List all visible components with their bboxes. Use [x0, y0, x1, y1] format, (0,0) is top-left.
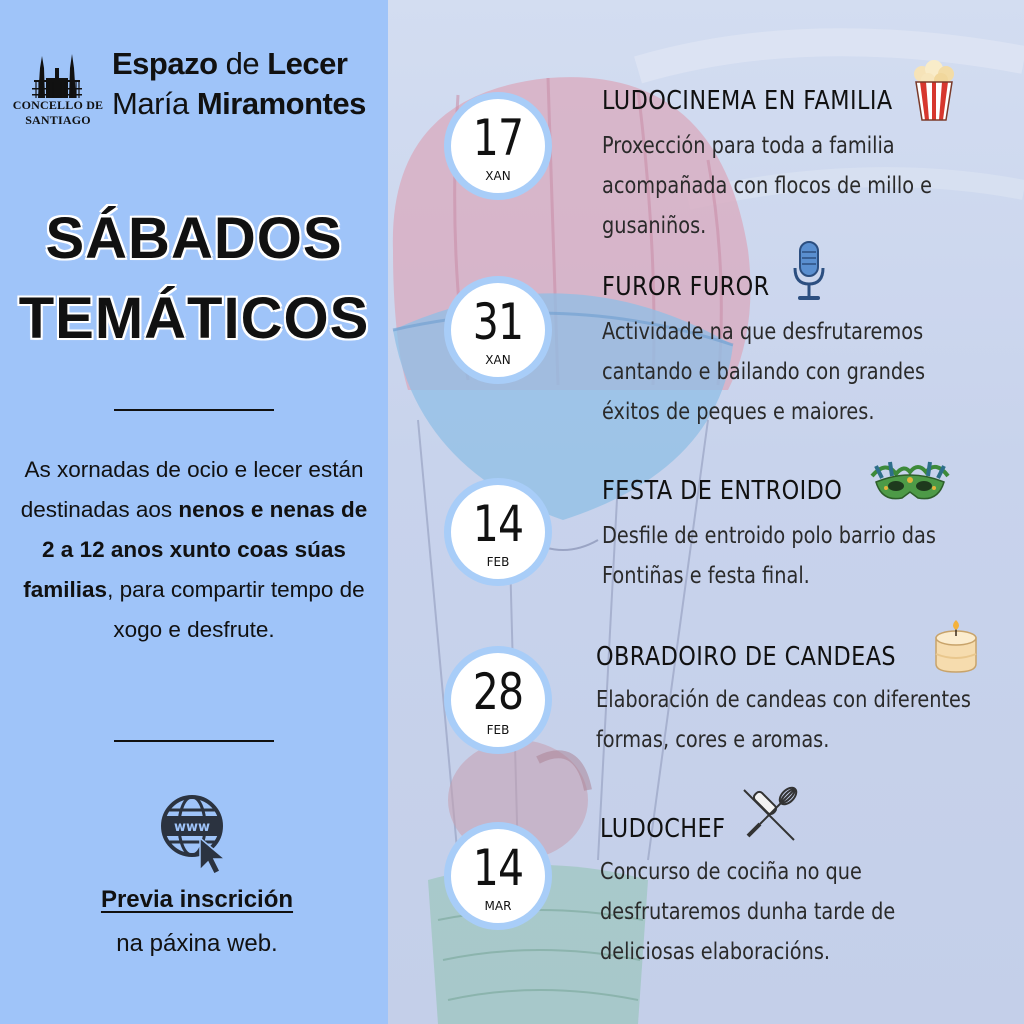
description [14, 450, 374, 650]
event-title: LUDOCINEMA EN FAMILIA [602, 86, 893, 116]
venue-name-de: de [217, 46, 268, 81]
event-title: FESTA DE ENTROIDO [602, 476, 843, 506]
svg-text:www: www [173, 820, 211, 835]
event-date-badge [444, 92, 552, 200]
divider-bottom [114, 740, 274, 742]
venue-name-espazo: Espazo [112, 46, 218, 81]
registration-link[interactable]: Previa inscrición [100, 886, 294, 913]
event-date-badge [444, 276, 552, 384]
microphone-icon [790, 240, 828, 304]
left-panel [0, 0, 388, 1024]
description-audience: nenos e nenas de 2 a 12 anos xunto coas súas familias [23, 497, 368, 602]
logo-text-line2: SANTIAGO [25, 113, 91, 127]
event-date-badge [444, 646, 552, 754]
venue-name-maria: María [112, 86, 197, 121]
event-date-badge [444, 822, 552, 930]
event-title: LUDOCHEF [600, 814, 726, 844]
event-day: 14 [472, 839, 524, 897]
event-description: Elaboración de candeas con diferentes formas, cores e aromas. [596, 687, 972, 753]
description-text-2: , para compartir tempo de xogo e desfrute. [107, 577, 365, 642]
event-description: Proxección para toda a familia acompañada con flocos de millo e gusaniños. [602, 133, 933, 239]
venue-name-miramontes: Miramontes [196, 86, 366, 121]
event-description: Concurso de cociña no que desfrutaremos dunha tarde de deliciosas elaboracións. [600, 859, 896, 965]
www-globe-cursor-icon [160, 792, 232, 876]
event-month: XAN [485, 169, 511, 183]
main-title-line2: TEMÁTICOS [18, 286, 370, 351]
divider-top [114, 409, 274, 411]
event-day: 14 [472, 495, 524, 553]
description-text-1: As xornadas de ocio e lecer están destinadas aos [20, 457, 364, 522]
event-title: OBRADOIRO DE CANDEAS [596, 642, 897, 672]
event-title: FUROR FUROR [602, 272, 770, 302]
event-date-badge [444, 478, 552, 586]
logo-text-line1: CONCELLO DE [12, 98, 104, 112]
carnival-mask-icon [866, 458, 954, 508]
main-title-line1: SÁBADOS [45, 206, 343, 271]
event-day: 28 [472, 663, 524, 721]
event-description: Desfile de entroido polo barrio das Fontiñas e festa final. [602, 523, 936, 589]
cooking-utensils-icon [738, 784, 800, 846]
candle-icon [932, 618, 980, 674]
event-month: XAN [485, 353, 511, 367]
venue-name [112, 44, 366, 124]
event-day: 17 [472, 109, 524, 167]
event-day: 31 [472, 293, 524, 351]
event-month: FEB [486, 723, 510, 737]
popcorn-icon [912, 60, 956, 122]
event-month: FEB [486, 555, 510, 569]
event-month: MAR [484, 899, 512, 913]
venue-name-lecer: Lecer [267, 46, 348, 81]
registration-subtext: na páxina web. [116, 930, 278, 957]
event-description: Actividade na que desfrutaremos cantando e bailando con grandes éxitos de peques e maiores. [602, 319, 926, 425]
